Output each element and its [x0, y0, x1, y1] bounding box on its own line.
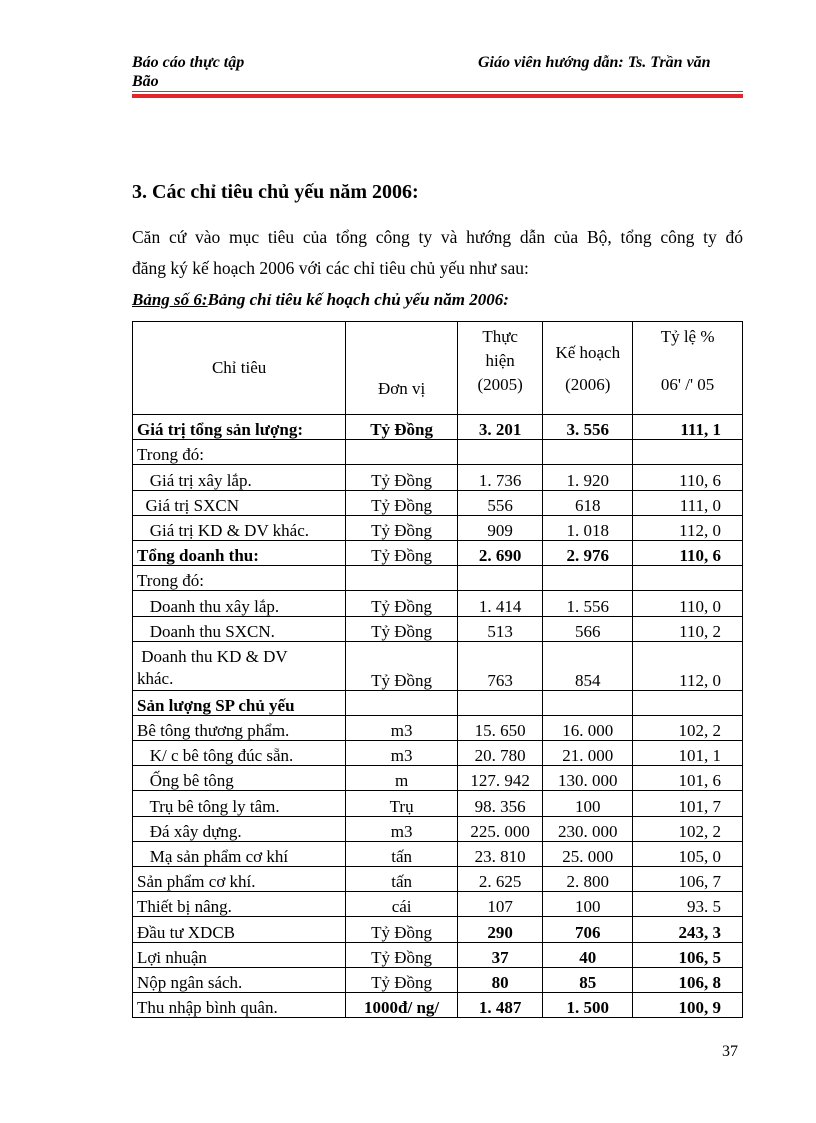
section-title: 3. Các chỉ tiêu chủ yếu năm 2006:: [132, 181, 419, 203]
row-name: Trong đó:: [133, 566, 346, 591]
row-plan: 100: [543, 892, 633, 917]
row-ratio: 101, 1: [633, 741, 743, 766]
row-unit: Tỷ Đồng: [346, 591, 458, 616]
row-actual: [457, 566, 542, 591]
row-unit: [346, 440, 458, 465]
row-plan: [543, 690, 633, 715]
row-plan: 25. 000: [543, 841, 633, 866]
header-rule-thin: [132, 91, 743, 92]
row-unit: Tỷ Đồng: [346, 540, 458, 565]
row-unit: Tỷ Đồng: [346, 641, 458, 690]
row-actual: 225. 000: [457, 816, 542, 841]
table-row: [133, 942, 743, 967]
row-unit: m3: [346, 741, 458, 766]
row-name: [133, 641, 346, 690]
row-plan: [543, 566, 633, 591]
row-name: Thu nhập bình quân.: [133, 992, 346, 1017]
table-row: [133, 892, 743, 917]
row-actual: 1. 414: [457, 591, 542, 616]
row-ratio: 93. 5: [633, 892, 743, 917]
row-ratio: 105, 0: [633, 841, 743, 866]
row-plan: 854: [543, 641, 633, 690]
row-plan: 618: [543, 490, 633, 515]
row-actual: 23. 810: [457, 841, 542, 866]
row-ratio: 110, 6: [633, 540, 743, 565]
intro-paragraph-line-2: đăng ký kế hoạch 2006 với các chỉ tiêu chủ yếu như sau:: [132, 258, 529, 278]
table-row: [133, 766, 743, 791]
row-name: Nộp ngân sách.: [133, 967, 346, 992]
row-unit: m: [346, 766, 458, 791]
header-plan-year: (2006): [565, 375, 611, 394]
row-actual: 1. 487: [457, 992, 542, 1017]
row-actual: 909: [457, 515, 542, 540]
row-plan: 1. 018: [543, 515, 633, 540]
row-plan: 230. 000: [543, 816, 633, 841]
row-ratio: 100, 9: [633, 992, 743, 1017]
row-name: Sản phẩm cơ khí.: [133, 867, 346, 892]
table-row: [133, 616, 743, 641]
row-unit: Tỷ Đồng: [346, 616, 458, 641]
table-row: [133, 841, 743, 866]
row-plan: 130. 000: [543, 766, 633, 791]
row-plan: 21. 000: [543, 741, 633, 766]
header-actual-year: (2005): [477, 375, 523, 394]
header-actual: [457, 322, 542, 415]
row-plan: 1. 500: [543, 992, 633, 1017]
intro-paragraph-line-1: Căn cứ vào mục tiêu của tổng công ty và hướng dẫn của Bộ, tổng công ty đó: [132, 227, 743, 247]
row-ratio: [633, 690, 743, 715]
row-name-line-1: Doanh thu KD & DV: [137, 646, 288, 666]
row-name: Sản lượng SP chủ yếu: [133, 690, 346, 715]
row-plan: 706: [543, 917, 633, 942]
header-rule-thick: [132, 94, 743, 98]
table-row: [133, 440, 743, 465]
table-caption-text: Bảng chỉ tiêu kế hoạch chủ yếu năm 2006:: [207, 290, 509, 309]
table-row: [133, 540, 743, 565]
header-plan-top: Kế hoạch: [555, 343, 621, 362]
page-number: 37: [722, 1043, 738, 1060]
row-name: Bê tông thương phẩm.: [133, 715, 346, 740]
header-plan: [543, 322, 633, 415]
row-ratio: 106, 8: [633, 967, 743, 992]
table-row: [133, 690, 743, 715]
header-actual-mid: hiện: [485, 351, 515, 370]
table-row: [133, 867, 743, 892]
intro-paragraph: [132, 222, 743, 284]
row-ratio: 101, 7: [633, 791, 743, 816]
table-row: [133, 415, 743, 440]
row-ratio: 110, 6: [633, 465, 743, 490]
row-actual: 20. 780: [457, 741, 542, 766]
row-ratio: 111, 1: [633, 415, 743, 440]
header-ratio: [633, 322, 743, 415]
row-ratio: 106, 5: [633, 942, 743, 967]
row-ratio: 106, 7: [633, 867, 743, 892]
header-unit: Đơn vị: [346, 322, 458, 415]
row-name: Tổng doanh thu:: [133, 540, 346, 565]
row-ratio: [633, 566, 743, 591]
row-unit: m3: [346, 715, 458, 740]
table-caption-label: Bảng số 6:: [132, 290, 208, 309]
row-plan: [543, 440, 633, 465]
row-name: Giá trị xây lắp.: [133, 465, 346, 490]
row-unit: tấn: [346, 867, 458, 892]
row-actual: 2. 690: [457, 540, 542, 565]
table-row: [133, 591, 743, 616]
row-plan: 40: [543, 942, 633, 967]
row-unit: Tỷ Đồng: [346, 515, 458, 540]
row-name: Mạ sản phẩm cơ khí: [133, 841, 346, 866]
row-actual: 80: [457, 967, 542, 992]
header-indicator: Chỉ tiêu: [133, 322, 346, 415]
row-unit: Tỷ Đồng: [346, 465, 458, 490]
row-actual: 290: [457, 917, 542, 942]
row-ratio: 110, 0: [633, 591, 743, 616]
row-actual: 15. 650: [457, 715, 542, 740]
row-actual: [457, 690, 542, 715]
row-actual: 2. 625: [457, 867, 542, 892]
table-row: [133, 566, 743, 591]
header-ratio-bot: 06' /' 05: [660, 375, 715, 394]
row-plan: 2. 976: [543, 540, 633, 565]
row-unit: Tỷ Đồng: [346, 415, 458, 440]
row-actual: 556: [457, 490, 542, 515]
row-name: Ống bê tông: [133, 766, 346, 791]
row-name: Giá trị tổng sản lượng:: [133, 415, 346, 440]
row-ratio: 112, 0: [633, 515, 743, 540]
table-row: [133, 992, 743, 1017]
row-ratio: 111, 0: [633, 490, 743, 515]
row-name: Doanh thu SXCN.: [133, 616, 346, 641]
row-ratio: [633, 440, 743, 465]
row-plan: 566: [543, 616, 633, 641]
row-plan: 100: [543, 791, 633, 816]
header-actual-top: Thực: [482, 327, 518, 346]
table-caption: [132, 290, 509, 310]
row-plan: 16. 000: [543, 715, 633, 740]
row-unit: [346, 690, 458, 715]
header-report-title: Báo cáo thực tập: [132, 54, 245, 71]
row-ratio: 102, 2: [633, 715, 743, 740]
row-unit: Tỷ Đồng: [346, 490, 458, 515]
row-name: K/ c bê tông đúc sẵn.: [133, 741, 346, 766]
row-actual: 127. 942: [457, 766, 542, 791]
table-row: [133, 816, 743, 841]
row-name: Đá xây dựng.: [133, 816, 346, 841]
table-row: [133, 791, 743, 816]
row-ratio: 110, 2: [633, 616, 743, 641]
row-plan: 3. 556: [543, 415, 633, 440]
row-actual: 37: [457, 942, 542, 967]
row-actual: 1. 736: [457, 465, 542, 490]
table-row: [133, 515, 743, 540]
row-name: Đầu tư XDCB: [133, 917, 346, 942]
row-plan: 1. 556: [543, 591, 633, 616]
table-header-row: [133, 322, 743, 415]
row-unit: [346, 566, 458, 591]
row-actual: 107: [457, 892, 542, 917]
row-plan: 2. 800: [543, 867, 633, 892]
row-ratio: 101, 6: [633, 766, 743, 791]
row-unit: Tỷ Đồng: [346, 917, 458, 942]
header-advisor: Giáo viên hướng dẫn: Ts. Trần văn: [478, 54, 711, 71]
row-plan: 1. 920: [543, 465, 633, 490]
table-row: [133, 715, 743, 740]
row-unit: tấn: [346, 841, 458, 866]
row-name: Doanh thu xây lắp.: [133, 591, 346, 616]
table-row: [133, 490, 743, 515]
row-unit: Tỷ Đồng: [346, 967, 458, 992]
row-unit: cái: [346, 892, 458, 917]
row-actual: 3. 201: [457, 415, 542, 440]
row-unit: 1000đ/ ng/: [346, 992, 458, 1017]
table-row: [133, 917, 743, 942]
row-actual: 763: [457, 641, 542, 690]
table-row: [133, 465, 743, 490]
row-name: Trụ bê tông ly tâm.: [133, 791, 346, 816]
row-actual: [457, 440, 542, 465]
row-unit: Trụ: [346, 791, 458, 816]
row-name: Trong đó:: [133, 440, 346, 465]
row-unit: m3: [346, 816, 458, 841]
row-name: Giá trị KD & DV khác.: [133, 515, 346, 540]
row-actual: 98. 356: [457, 791, 542, 816]
row-ratio: 243, 3: [633, 917, 743, 942]
table-row: [133, 741, 743, 766]
table-row: [133, 967, 743, 992]
row-ratio: 112, 0: [633, 641, 743, 690]
header-ratio-top: Tỷ lệ %: [660, 327, 715, 346]
header-left: [132, 53, 244, 91]
row-ratio: 102, 2: [633, 816, 743, 841]
plan-table: [132, 321, 743, 1018]
row-actual: 513: [457, 616, 542, 641]
row-name: Giá trị SXCN: [133, 490, 346, 515]
row-plan: 85: [543, 967, 633, 992]
row-unit: Tỷ Đồng: [346, 942, 458, 967]
header-report-title-cont: Bão: [132, 73, 159, 90]
row-name-line-2: khác.: [137, 668, 174, 688]
table-row: [133, 641, 743, 690]
row-name: Thiết bị nâng.: [133, 892, 346, 917]
row-name: Lợi nhuận: [133, 942, 346, 967]
